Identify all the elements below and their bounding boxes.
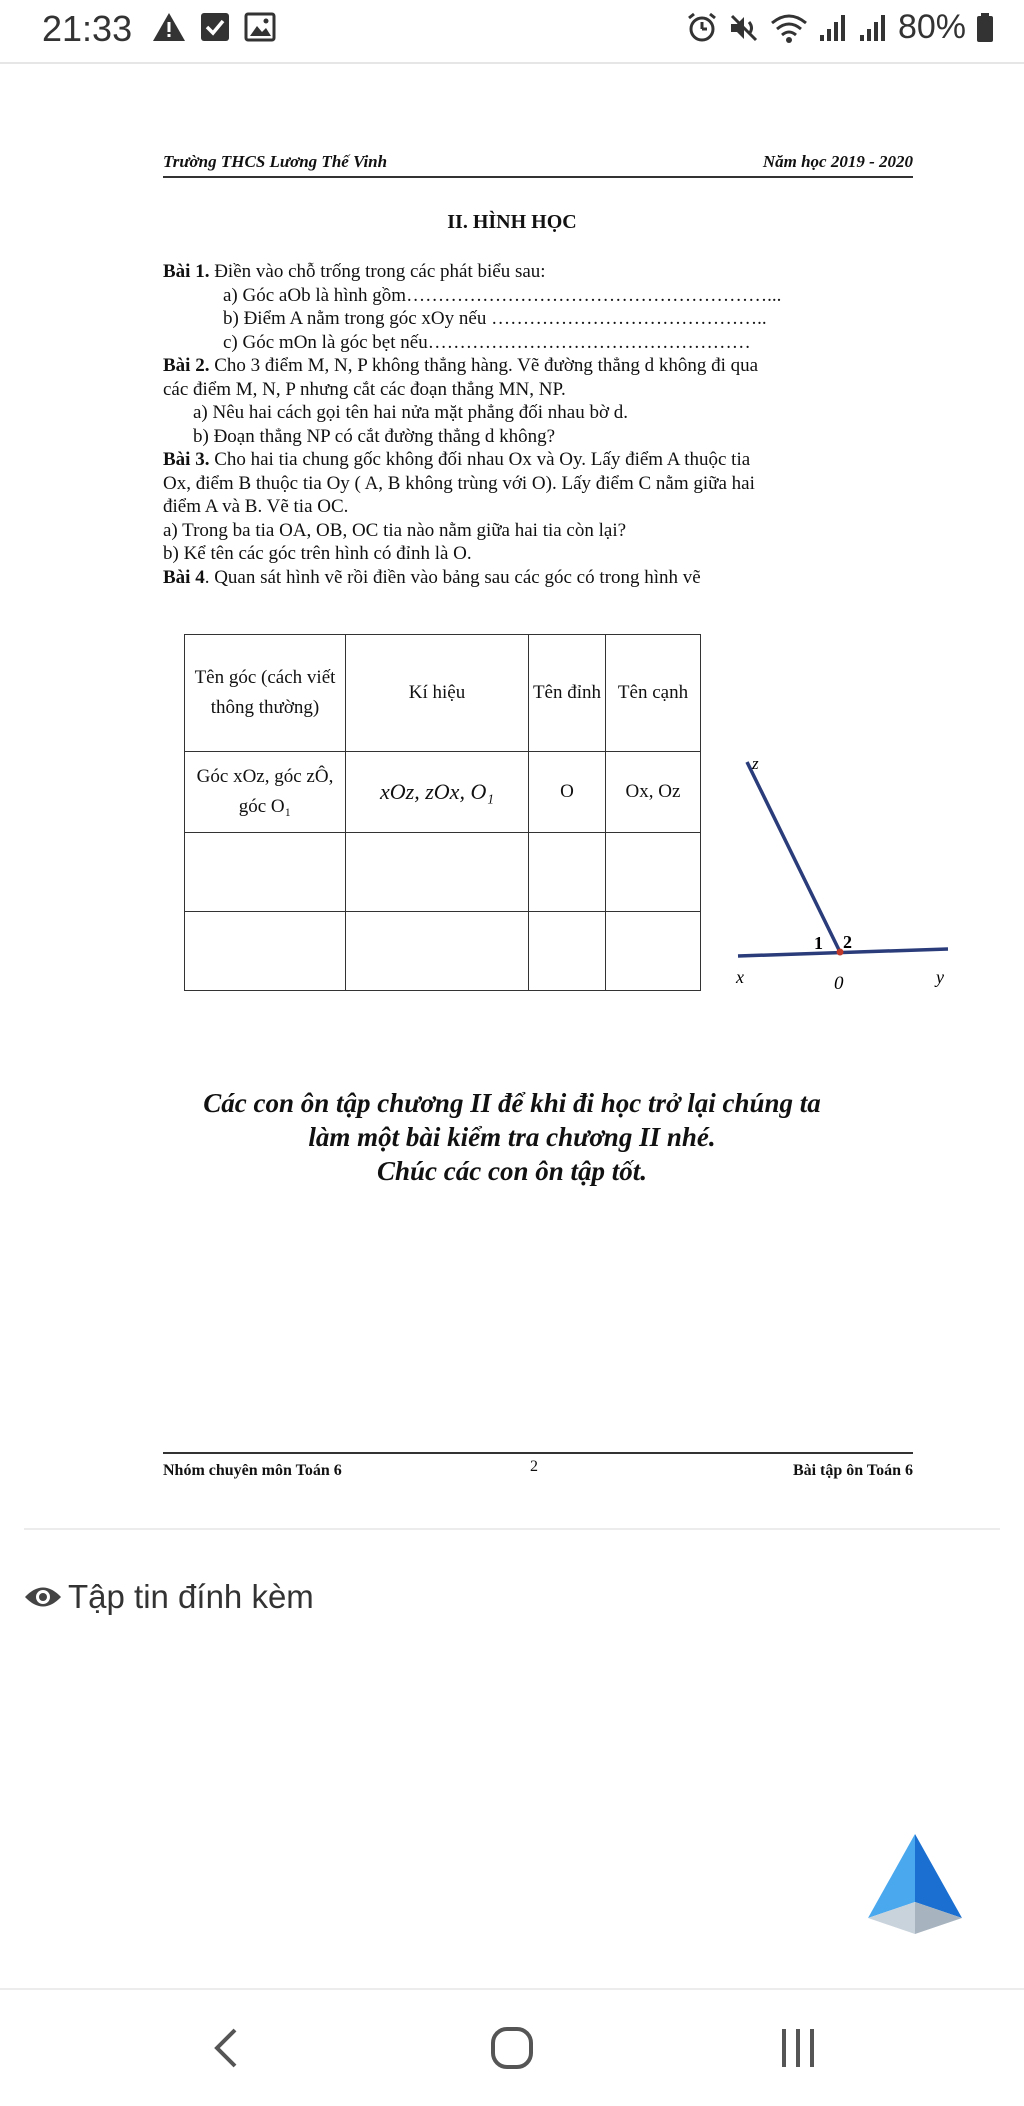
bai2-line2: các điểm M, N, P nhưng cắt các đoạn thẳng MN, NP.	[163, 378, 566, 400]
bai4-label: Bài 4	[163, 566, 205, 588]
table-header-row	[185, 635, 701, 752]
section-title: II. HÌNH HỌC	[447, 211, 577, 233]
table-cell	[606, 912, 701, 991]
bai1-b: b) Điểm A nằm trong góc xOy nếu ……………………………………..	[223, 308, 767, 329]
doc-footer-group: Nhóm chuyên môn Toán 6	[163, 1462, 342, 1479]
bai1-label: Bài 1.	[163, 261, 210, 282]
closing-line-3: Chúc các con ôn tập tốt.	[376, 1156, 647, 1186]
wifi-icon	[770, 12, 808, 44]
bai1-c: c) Góc mOn là góc bẹt nếu……………………………………………	[223, 331, 751, 353]
mute-icon	[728, 12, 760, 44]
table-header-cell: Tên góc (cách viết thông thường)	[185, 635, 346, 752]
doc-header-school: Trường THCS Lương Thế Vinh	[163, 152, 388, 171]
bai3-text: Cho hai tia chung gốc không đối nhau Ox và Oy. Lấy điểm A thuộc tia	[209, 449, 751, 470]
battery-percent: 80%	[897, 8, 966, 46]
label-z: z	[752, 754, 759, 773]
signal-icon	[858, 13, 888, 43]
table-cell: Ox, Oz	[606, 752, 701, 833]
table-cell: O	[529, 752, 606, 833]
ray-oz	[747, 762, 840, 952]
doc-header-year: Năm học 2019 - 2020	[762, 152, 913, 171]
send-fab-icon[interactable]	[860, 1830, 970, 1940]
closing-line-1: Các con ôn tập chương II để khi đi học trở lại chúng ta	[203, 1088, 821, 1118]
label-y: y	[936, 967, 944, 987]
table-header-cell: Tên cạnh	[606, 635, 701, 752]
angle-figure	[730, 749, 952, 1009]
table-cell	[346, 833, 529, 912]
back-chevron-icon	[211, 2026, 241, 2070]
back-button[interactable]	[196, 2018, 256, 2078]
eye-icon	[24, 1584, 62, 1610]
doc-footer	[163, 1452, 913, 1486]
table-cell	[529, 912, 606, 991]
image-icon	[244, 12, 276, 42]
bai3-a: a) Trong ba tia OA, OB, OC tia nào nằm giữa hai tia còn lại?	[163, 519, 627, 541]
document-page	[0, 64, 1024, 1524]
bai3-label: Bài 3.	[163, 449, 210, 470]
table-cell	[185, 833, 346, 912]
table-cell	[185, 912, 346, 991]
home-icon	[489, 2025, 535, 2071]
clock: 21:33	[42, 8, 133, 49]
bai2-b: b) Đoạn thẳng NP có cắt đường thẳng d không?	[193, 425, 556, 447]
status-bar	[0, 0, 1024, 62]
doc-footer-page: 2	[530, 1458, 538, 1475]
closing-message	[0, 1086, 1024, 1188]
doc-header	[163, 152, 913, 178]
home-button[interactable]	[482, 2018, 542, 2078]
table-row	[185, 752, 701, 833]
bai3-b: b) Kể tên các góc trên hình có đỉnh là O.	[163, 543, 472, 564]
label-x: x	[736, 967, 744, 987]
system-nav-bar	[0, 1990, 1024, 2106]
bai3-line2: Ox, điểm B thuộc tia Oy ( A, B không trùng với O). Lấy điểm C nằm giữa hai	[163, 472, 755, 494]
bai3-line1	[163, 448, 923, 472]
table-cell	[346, 912, 529, 991]
table-cell	[529, 833, 606, 912]
table-row	[185, 833, 701, 912]
warning-icon	[152, 12, 186, 42]
table-header-cell: Kí hiệu	[346, 635, 529, 752]
content-divider	[24, 1528, 1000, 1530]
bai4-text: . Quan sát hình vẽ rồi điền vào bảng sau các góc có trong hình vẽ	[204, 566, 701, 588]
table-row	[185, 912, 701, 991]
label-two: 2	[843, 932, 852, 952]
bai3-line3: điểm A và B. Vẽ tia OC.	[163, 496, 349, 517]
bai1-line	[163, 260, 923, 284]
bai2-text: Cho 3 điểm M, N, P không thẳng hàng. Vẽ đường thẳng d không đi qua	[209, 355, 759, 376]
battery-icon	[976, 13, 994, 43]
alarm-icon	[686, 12, 718, 44]
doc-footer-title: Bài tập ôn Toán 6	[792, 1462, 913, 1479]
bai2-line1	[163, 354, 923, 378]
attachments-title: Tập tin đính kèm	[68, 1578, 314, 1615]
closing-line-2: làm một bài kiểm tra chương II nhé.	[308, 1122, 716, 1152]
bai1-text: Điền vào chỗ trống trong các phát biểu sau:	[209, 261, 546, 282]
exercise-text	[163, 260, 923, 589]
signal-icon	[818, 13, 848, 43]
table-cell: xOz, zOx, O₁	[346, 752, 529, 833]
angle-table	[184, 634, 701, 991]
recent-apps-icon	[778, 2027, 818, 2069]
attachments-header[interactable]	[24, 1578, 314, 1616]
bai4-line	[163, 566, 923, 590]
bai2-a: a) Nêu hai cách gọi tên hai nửa mặt phẳng đối nhau bờ d.	[193, 402, 629, 423]
bai1-a: a) Góc aOb là hình gồm…………………………………………………...	[223, 284, 782, 306]
recent-apps-button[interactable]	[768, 2018, 828, 2078]
bai2-label: Bài 2.	[163, 355, 210, 376]
table-cell	[606, 833, 701, 912]
label-one: 1	[814, 933, 823, 953]
label-o: 0	[834, 973, 844, 994]
table-header-cell: Tên đỉnh	[529, 635, 606, 752]
table-cell: Góc xOz, góc zÔ, góc O₁	[185, 752, 346, 833]
checkbox-icon	[200, 12, 230, 42]
